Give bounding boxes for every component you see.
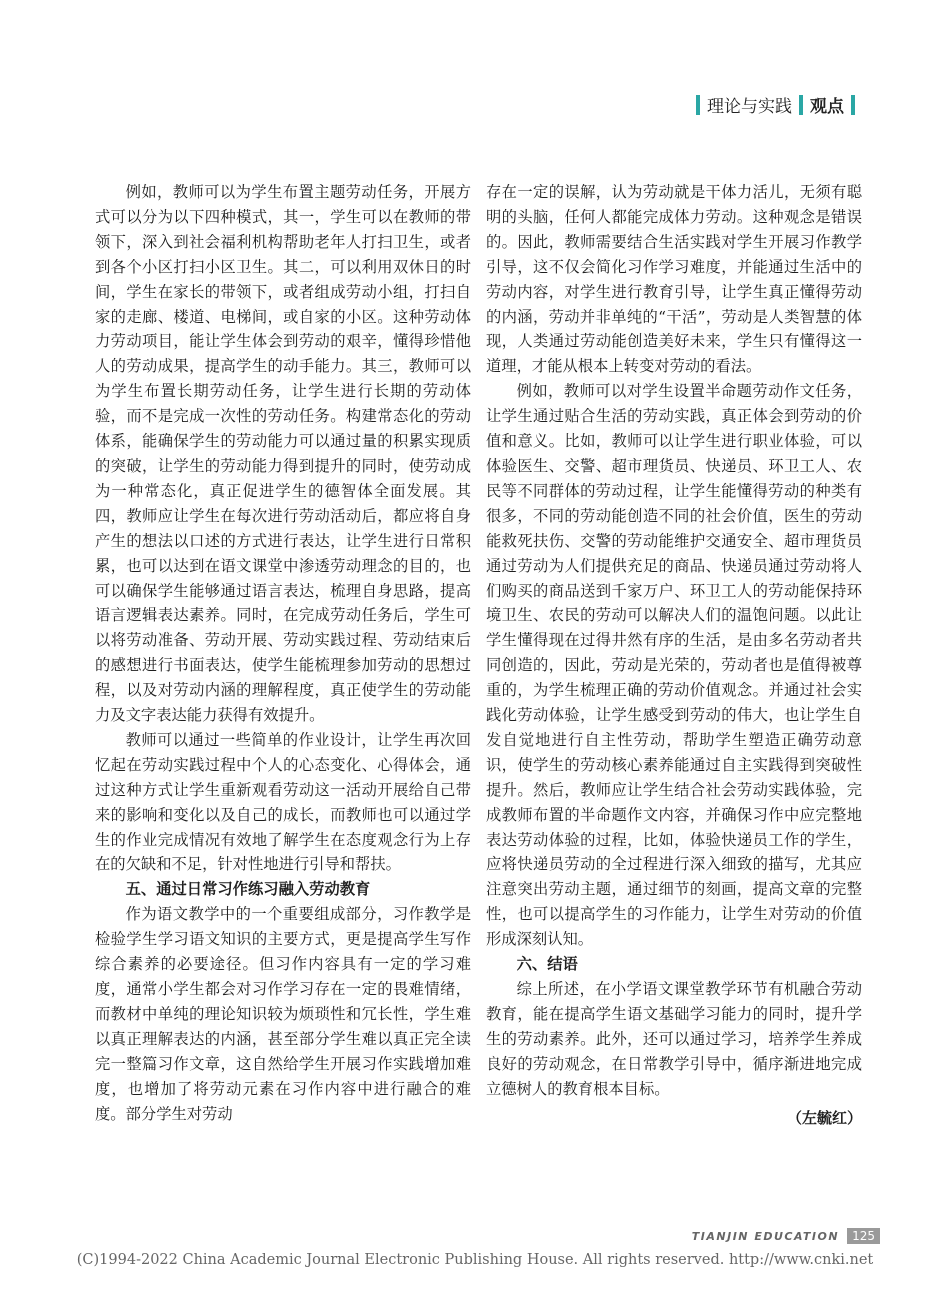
paragraph: 例如，教师可以为学生布置主题劳动任务，开展方式可以分为以下四种模式，其一，学生可以在教师的带领下，深入到社会福利机构帮助老年人打扫卫生，或者到各个小区打扫小区卫生。其二，可以利用双休日的时间，学生在家长的带领下，或者组成劳动小组，打扫自家的走廊、楼道、电梯间，或自家的小区。这种劳动体力劳动项目，能让学生体会到劳动的艰辛，懂得珍惜他人的劳动成果，提高学生的动手能力。其三，教师可以为学生布置长期劳动任务，让学生进行长期的劳动体验，而不是完成一次性的劳动任务。构建常态化的劳动体系，能确保学生的劳动能力可以通过量的积累实现质的突破，让学生的劳动能力得到提升的同时，使劳动成为一种常态化，真正促进学生的德智体全面发展。其四，教师应让学生在每次进行劳动活动后，都应将自身产生的想法以口述的方式进行表达，让学生进行日常积累，也可以达到在语文课堂中渗透劳动理念的目的，也可以确保学生能够通过语言表达，梳理自身思路，提高语言逻辑表达素养。同时，在完成劳动任务后，学生可以将劳动准备、劳动开展、劳动实践过程、劳动结束后的感想进行书面表达，使学生能梳理参加劳动的思想过程，以及对劳动内涵的理解程度，真正使学生的劳动能力及文字表达能力获得有效提升。: [95, 183, 471, 725]
page-number: 125: [847, 1228, 880, 1244]
paragraph: 作为语文教学中的一个重要组成部分，习作教学是检验学生学习语文知识的主要方式，更是提高学生写作综合素养的必要途径。但习作内容具有一定的学习难度，通常小学生都会对习作学习存在一定的畏难情绪，而教材中单纯的理论知识较为烦琐性和冗长性，学生难以真正理解表达的内涵，甚至部分学生难以真正完全读完一整篇习作文章，这自然给学生开展习作实践增加难度，也增加了将劳动元素在习作内容中进行融合的难度。部分学生对劳动: [95, 905, 471, 1123]
paragraph: 例如，教师可以对学生设置半命题劳动作文任务，让学生通过贴合生活的劳动实践，真正体会到劳动的价值和意义。比如，教师可以让学生进行职业体验，可以体验医生、交警、超市理货员、快递员、环卫工人、农民等不同群体的劳动过程，让学生能懂得劳动的种类有很多，不同的劳动能创造不同的社会价值，医生的劳动能救死扶伤、交警的劳动能维护交通安全、超市理货员通过劳动为人们提供充足的商品、快递员通过劳动将人们购买的商品送到千家万户、环卫工人的劳动能保持环境卫生、农民的劳动可以解决人们的温饱问题。以此让学生懂得现在过得井然有序的生活，是由多名劳动者共同创造的，因此，劳动是光荣的，劳动者也是值得被尊重的，为学生梳理正确的劳动价值观念。并通过社会实践化劳动体验，让学生感受到劳动的伟大，也让学生自发自觉地进行自主性劳动，帮助学生塑造正确劳动意识，使学生的劳动核心素养能通过自主实践得到突破性提升。然后，教师应让学生结合社会劳动实践体验，完成教师布置的半命题作文内容，并确保习作中应完整地表达劳动体验的过程，比如，体验快递员工作的学生，应将快递员劳动的全过程进行深入细致的描写，尤其应注意突出劳动主题，通过细节的刻画，提高文章的完整性，也可以提高学生的习作能力，让学生对劳动的价值形成深刻认知。: [486, 382, 862, 949]
author-name: （左毓红）: [786, 1108, 862, 1127]
header-accent-bar: [799, 95, 803, 115]
left-column: [95, 180, 471, 1126]
paragraph: 综上所述，在小学语文课堂教学环节有机融合劳动教育，能在提高学生语文基础学习能力的同时，提升学生的劳动素养。此外，还可以通过学习，培养学生养成良好的劳动观念，在日常教学引导中，循序渐进地完成立德树人的教育根本目标。: [486, 980, 862, 1098]
section-heading: 五、通过日常习作练习融入劳动教育: [125, 880, 371, 899]
header-section: 理论与实践: [707, 97, 792, 117]
running-header: [696, 92, 855, 117]
paragraph: 教师可以通过一些简单的作业设计，让学生再次回忆起在劳动实践过程中个人的心态变化、心得体会，通过这种方式让学生重新观看劳动这一活动开展给自己带来的影响和变化以及自己的成长，而教师也可以通过学生的作业完成情况有效地了解学生在态度观念行为上存在的欠缺和不足，针对性地进行引导和帮扶。: [95, 730, 471, 874]
header-accent-bar: [851, 95, 855, 115]
magazine-name: TIANJIN EDUCATION: [691, 1229, 840, 1243]
right-column: [486, 180, 862, 1130]
copyright-notice: (C)1994-2022 China Academic Journal Electronic Publishing House. All rights reserved. http://www.cnki.net: [76, 1252, 874, 1268]
page-footer: [683, 1228, 880, 1244]
header-category: 观点: [810, 97, 844, 117]
header-accent-bar: [696, 95, 700, 115]
paragraph: 存在一定的误解，认为劳动就是干体力活儿，无须有聪明的头脑，任何人都能完成体力劳动。这种观念是错误的。因此，教师需要结合生活实践对学生开展习作教学引导，这不仅会简化习作学习难度，并能通过生活中的劳动内容，对学生进行教育引导，让学生真正懂得劳动的内涵，劳动并非单纯的“干活”，劳动是人类智慧的体现，人类通过劳动能创造美好未来，学生只有懂得这一道理，才能从根本上转变对劳动的看法。: [486, 183, 862, 376]
section-heading: 六、结语: [516, 955, 578, 974]
